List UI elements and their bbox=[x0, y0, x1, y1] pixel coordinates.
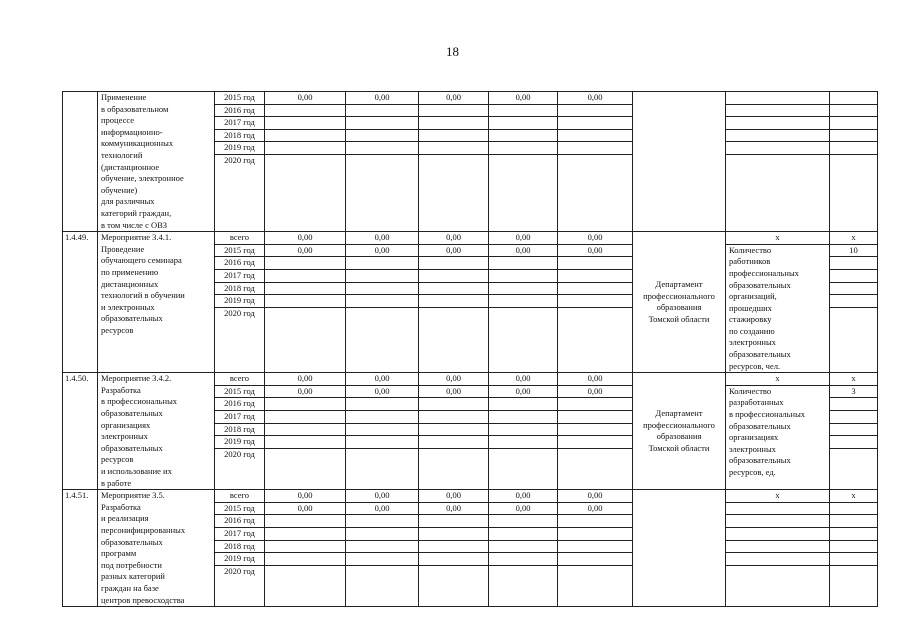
funding-value bbox=[489, 553, 557, 566]
funding-value-cell bbox=[265, 232, 346, 373]
funding-value: 0,00 bbox=[489, 373, 557, 386]
indicator-name-cell bbox=[726, 92, 830, 232]
funding-value: 0,00 bbox=[265, 373, 345, 386]
year-label: 2019 год bbox=[215, 295, 264, 308]
funding-value bbox=[489, 283, 557, 296]
year-label: 2017 год bbox=[215, 270, 264, 283]
funding-value bbox=[346, 411, 418, 424]
funding-value bbox=[558, 411, 632, 424]
year-label: 2015 год bbox=[215, 386, 264, 399]
funding-value bbox=[558, 283, 632, 296]
year-cell bbox=[215, 92, 265, 232]
indicator-value: х bbox=[830, 490, 877, 503]
funding-value bbox=[346, 257, 418, 270]
funding-value bbox=[265, 142, 345, 155]
funding-value: 0,00 bbox=[346, 232, 418, 245]
funding-value bbox=[265, 528, 345, 541]
table-row bbox=[63, 232, 878, 373]
year-label: 2019 год bbox=[215, 436, 264, 449]
funding-value: 0,00 bbox=[558, 490, 632, 503]
indicator-value bbox=[830, 308, 877, 320]
year-label: 2018 год bbox=[215, 130, 264, 143]
indicator-blank-line bbox=[726, 117, 829, 130]
responsible-executor-cell: Департамент профессионального образования Томской области bbox=[633, 232, 726, 373]
indicator-value: х bbox=[830, 232, 877, 245]
funding-value bbox=[489, 105, 557, 118]
funding-value bbox=[419, 541, 488, 554]
year-label: 2020 год bbox=[224, 565, 255, 576]
indicator-value-cell bbox=[830, 92, 878, 232]
funding-value bbox=[419, 528, 488, 541]
year-label: 2015 год bbox=[215, 92, 264, 105]
indicator-blank-line bbox=[726, 142, 829, 155]
funding-value bbox=[489, 308, 557, 320]
indicator-blank-line bbox=[726, 515, 829, 528]
funding-value-cell bbox=[419, 232, 489, 373]
funding-value bbox=[419, 553, 488, 566]
indicator-value bbox=[830, 92, 877, 105]
funding-value bbox=[346, 528, 418, 541]
funding-value-cell bbox=[265, 490, 346, 607]
funding-value: 0,00 bbox=[558, 503, 632, 516]
funding-value: 0,00 bbox=[346, 503, 418, 516]
funding-value bbox=[489, 515, 557, 528]
row-number-cell: 1.4.51. bbox=[63, 490, 98, 607]
funding-value-cell bbox=[489, 92, 558, 232]
indicator-blank-line bbox=[726, 553, 829, 566]
funding-value: 0,00 bbox=[346, 386, 418, 399]
funding-value-cell bbox=[558, 490, 633, 607]
year-label: 2016 год bbox=[215, 515, 264, 528]
funding-value bbox=[419, 436, 488, 449]
year-label: 2020 год bbox=[224, 154, 255, 165]
funding-value bbox=[489, 117, 557, 130]
funding-value bbox=[419, 411, 488, 424]
funding-value: 0,00 bbox=[346, 373, 418, 386]
indicator-value-cell bbox=[830, 232, 878, 373]
year-label: 2020 год bbox=[224, 307, 255, 318]
program-activities-table bbox=[62, 91, 878, 607]
funding-value-cell bbox=[346, 92, 419, 232]
funding-value bbox=[265, 117, 345, 130]
indicator-value bbox=[830, 411, 877, 424]
funding-value bbox=[265, 283, 345, 296]
funding-value bbox=[558, 130, 632, 143]
funding-value: 0,00 bbox=[346, 490, 418, 503]
funding-value bbox=[265, 105, 345, 118]
indicator-header-mark: х bbox=[726, 373, 829, 386]
year-label: 2017 год bbox=[215, 411, 264, 424]
funding-value bbox=[346, 142, 418, 155]
funding-value bbox=[558, 257, 632, 270]
funding-value bbox=[265, 515, 345, 528]
funding-value bbox=[419, 398, 488, 411]
indicator-value bbox=[830, 541, 877, 554]
funding-value: 0,00 bbox=[419, 490, 488, 503]
funding-value bbox=[489, 130, 557, 143]
indicator-header-mark: х bbox=[726, 490, 829, 503]
funding-value-cell bbox=[346, 232, 419, 373]
funding-value: 0,00 bbox=[419, 245, 488, 258]
funding-value bbox=[558, 449, 632, 461]
funding-value bbox=[265, 155, 345, 167]
year-label: 2020 год bbox=[224, 448, 255, 459]
funding-value bbox=[489, 411, 557, 424]
funding-value bbox=[419, 449, 488, 461]
funding-value bbox=[265, 411, 345, 424]
indicator-value: 3 bbox=[830, 386, 877, 399]
funding-value bbox=[558, 553, 632, 566]
funding-value: 0,00 bbox=[558, 386, 632, 399]
funding-value: 0,00 bbox=[558, 245, 632, 258]
funding-value bbox=[419, 105, 488, 118]
funding-value-cell bbox=[489, 490, 558, 607]
funding-value bbox=[558, 142, 632, 155]
indicator-value-cell bbox=[830, 490, 878, 607]
indicator-blank-line bbox=[726, 92, 829, 105]
funding-value bbox=[265, 424, 345, 437]
funding-value-cell bbox=[419, 92, 489, 232]
funding-value bbox=[346, 515, 418, 528]
funding-value bbox=[265, 541, 345, 554]
funding-value-cell bbox=[558, 92, 633, 232]
funding-value bbox=[265, 553, 345, 566]
year-label: 2016 год bbox=[215, 398, 264, 411]
year-label: всего bbox=[215, 232, 264, 245]
indicator-blank-line bbox=[726, 503, 829, 516]
funding-value: 0,00 bbox=[419, 503, 488, 516]
indicator-value-cell bbox=[830, 373, 878, 490]
row-number-cell: 1.4.50. bbox=[63, 373, 98, 490]
indicator-value bbox=[830, 105, 877, 118]
funding-value bbox=[346, 295, 418, 308]
indicator-value bbox=[830, 398, 877, 411]
indicator-value bbox=[830, 117, 877, 130]
funding-value bbox=[265, 295, 345, 308]
funding-value: 0,00 bbox=[489, 92, 557, 105]
funding-value bbox=[346, 566, 418, 578]
funding-value bbox=[265, 257, 345, 270]
funding-value bbox=[265, 566, 345, 578]
indicator-value: 10 bbox=[830, 245, 877, 258]
indicator-value bbox=[830, 566, 877, 578]
funding-value: 0,00 bbox=[489, 490, 557, 503]
funding-value: 0,00 bbox=[419, 232, 488, 245]
indicator-blank-line bbox=[726, 105, 829, 118]
indicator-value bbox=[830, 528, 877, 541]
year-label: 2018 год bbox=[215, 424, 264, 437]
funding-value bbox=[558, 398, 632, 411]
funding-value bbox=[346, 436, 418, 449]
year-label: 2017 год bbox=[215, 528, 264, 541]
funding-value-cell bbox=[489, 373, 558, 490]
funding-value bbox=[558, 436, 632, 449]
activity-name-cell: Мероприятие 3.4.1. Проведение обучающего семинара по применению дистанционных технологий в обучении и электронных образовательных ресурсов bbox=[98, 232, 215, 373]
indicator-value bbox=[830, 295, 877, 308]
activity-name-cell: Применение в образовательном процессе информационно- коммуникационных технологий (дистанционное обучение, электронное обучение) для различных категорий граждан, в том числе с ОВЗ bbox=[98, 92, 215, 232]
indicator-value bbox=[830, 515, 877, 528]
funding-value bbox=[489, 270, 557, 283]
table-row bbox=[63, 92, 878, 232]
funding-value bbox=[558, 308, 632, 320]
funding-value: 0,00 bbox=[558, 373, 632, 386]
funding-value: 0,00 bbox=[558, 92, 632, 105]
responsible-executor-cell bbox=[633, 490, 726, 607]
funding-value bbox=[419, 515, 488, 528]
year-label: 2015 год bbox=[215, 503, 264, 516]
indicator-blank-line bbox=[726, 155, 829, 167]
funding-value-cell bbox=[558, 232, 633, 373]
funding-value bbox=[265, 308, 345, 320]
funding-value bbox=[346, 270, 418, 283]
funding-value bbox=[489, 436, 557, 449]
funding-value-cell bbox=[489, 232, 558, 373]
funding-value: 0,00 bbox=[419, 373, 488, 386]
funding-value: 0,00 bbox=[265, 245, 345, 258]
funding-value bbox=[419, 566, 488, 578]
indicator-value: х bbox=[830, 373, 877, 386]
year-cell bbox=[215, 232, 265, 373]
indicator-name-cell bbox=[726, 490, 830, 607]
year-label: 2018 год bbox=[215, 541, 264, 554]
funding-value bbox=[346, 283, 418, 296]
funding-value bbox=[419, 155, 488, 167]
table-row bbox=[63, 490, 878, 607]
funding-value bbox=[558, 117, 632, 130]
funding-value: 0,00 bbox=[265, 232, 345, 245]
responsible-executor-cell bbox=[633, 92, 726, 232]
year-label: всего bbox=[215, 373, 264, 386]
activity-name-cell: Мероприятие 3.4.2. Разработка в профессиональных образовательных организациях электронных образовательных ресурсов и использование их в работе bbox=[98, 373, 215, 490]
funding-value bbox=[346, 398, 418, 411]
year-cell bbox=[215, 373, 265, 490]
indicator-value bbox=[830, 424, 877, 437]
year-label: 2019 год bbox=[215, 142, 264, 155]
funding-value bbox=[419, 257, 488, 270]
table-row bbox=[63, 373, 878, 490]
funding-value: 0,00 bbox=[419, 386, 488, 399]
indicator-value bbox=[830, 503, 877, 516]
funding-value bbox=[419, 117, 488, 130]
funding-value: 0,00 bbox=[346, 92, 418, 105]
indicator-header-mark: х bbox=[726, 232, 829, 245]
funding-value bbox=[558, 566, 632, 578]
indicator-value bbox=[830, 142, 877, 155]
year-cell bbox=[215, 490, 265, 607]
funding-value bbox=[558, 155, 632, 167]
year-label: 2017 год bbox=[215, 117, 264, 130]
funding-value-cell bbox=[265, 373, 346, 490]
funding-value bbox=[489, 424, 557, 437]
funding-value bbox=[419, 270, 488, 283]
funding-value bbox=[346, 449, 418, 461]
funding-value-cell bbox=[346, 490, 419, 607]
indicator-value bbox=[830, 257, 877, 270]
funding-value bbox=[558, 105, 632, 118]
funding-value bbox=[489, 142, 557, 155]
funding-value bbox=[419, 308, 488, 320]
funding-value bbox=[558, 295, 632, 308]
funding-value bbox=[489, 155, 557, 167]
funding-value-cell bbox=[419, 490, 489, 607]
indicator-value bbox=[830, 155, 877, 167]
funding-value bbox=[346, 155, 418, 167]
funding-value bbox=[558, 270, 632, 283]
funding-value bbox=[489, 566, 557, 578]
funding-value: 0,00 bbox=[265, 503, 345, 516]
indicator-value bbox=[830, 130, 877, 143]
indicator-value bbox=[830, 449, 877, 461]
funding-value bbox=[265, 398, 345, 411]
funding-value bbox=[558, 424, 632, 437]
funding-value bbox=[419, 130, 488, 143]
funding-value: 0,00 bbox=[265, 92, 345, 105]
funding-value bbox=[489, 398, 557, 411]
responsible-executor-cell: Департамент профессионального образования Томской области bbox=[633, 373, 726, 490]
year-label: 2015 год bbox=[215, 245, 264, 258]
funding-value bbox=[346, 553, 418, 566]
funding-value bbox=[489, 295, 557, 308]
year-label: 2019 год bbox=[215, 553, 264, 566]
funding-value bbox=[489, 541, 557, 554]
indicator-blank-line bbox=[726, 130, 829, 143]
funding-value bbox=[489, 528, 557, 541]
indicator-name: Количество работников профессиональных образовательных организаций, прошедших стажировку по созданию электронных образовательных ресурсов, чел. bbox=[729, 244, 799, 371]
funding-value bbox=[489, 449, 557, 461]
funding-value bbox=[346, 130, 418, 143]
funding-value bbox=[558, 541, 632, 554]
funding-value bbox=[346, 308, 418, 320]
indicator-blank-line bbox=[726, 528, 829, 541]
indicator-name: Количество разработанных в профессиональных образовательных организациях электронных образовательных ресурсов, ед. bbox=[729, 385, 806, 477]
row-number-cell bbox=[63, 92, 98, 232]
year-label: всего bbox=[215, 490, 264, 503]
funding-value: 0,00 bbox=[489, 503, 557, 516]
funding-value bbox=[558, 528, 632, 541]
page-number: 18 bbox=[446, 44, 459, 59]
funding-value: 0,00 bbox=[419, 92, 488, 105]
funding-value-cell bbox=[265, 92, 346, 232]
indicator-value bbox=[830, 553, 877, 566]
funding-value bbox=[419, 283, 488, 296]
indicator-blank-line bbox=[726, 566, 829, 578]
activity-name-cell: Мероприятие 3.5. Разработка и реализация персонифицированных образовательных программ под потребности разных категорий граждан на базе центров превосходства bbox=[98, 490, 215, 607]
funding-value bbox=[489, 257, 557, 270]
funding-value-cell bbox=[419, 373, 489, 490]
indicator-value bbox=[830, 270, 877, 283]
funding-value bbox=[346, 117, 418, 130]
funding-value bbox=[346, 105, 418, 118]
funding-value bbox=[419, 295, 488, 308]
funding-value-cell bbox=[346, 373, 419, 490]
funding-value bbox=[346, 424, 418, 437]
funding-value bbox=[346, 541, 418, 554]
row-number-cell: 1.4.49. bbox=[63, 232, 98, 373]
funding-value bbox=[265, 449, 345, 461]
funding-value bbox=[265, 130, 345, 143]
funding-value: 0,00 bbox=[265, 386, 345, 399]
funding-value bbox=[265, 270, 345, 283]
funding-value: 0,00 bbox=[346, 245, 418, 258]
funding-value: 0,00 bbox=[489, 245, 557, 258]
funding-value bbox=[558, 515, 632, 528]
funding-value bbox=[265, 436, 345, 449]
indicator-blank-line bbox=[726, 541, 829, 554]
funding-value: 0,00 bbox=[489, 232, 557, 245]
funding-value: 0,00 bbox=[489, 386, 557, 399]
indicator-name-cell bbox=[726, 373, 830, 490]
funding-value bbox=[419, 424, 488, 437]
indicator-name-cell bbox=[726, 232, 830, 373]
funding-value: 0,00 bbox=[265, 490, 345, 503]
indicator-value bbox=[830, 436, 877, 449]
year-label: 2016 год bbox=[215, 257, 264, 270]
funding-value-cell bbox=[558, 373, 633, 490]
indicator-value bbox=[830, 283, 877, 296]
funding-value bbox=[419, 142, 488, 155]
year-label: 2016 год bbox=[215, 105, 264, 118]
funding-value: 0,00 bbox=[558, 232, 632, 245]
year-label: 2018 год bbox=[215, 283, 264, 296]
